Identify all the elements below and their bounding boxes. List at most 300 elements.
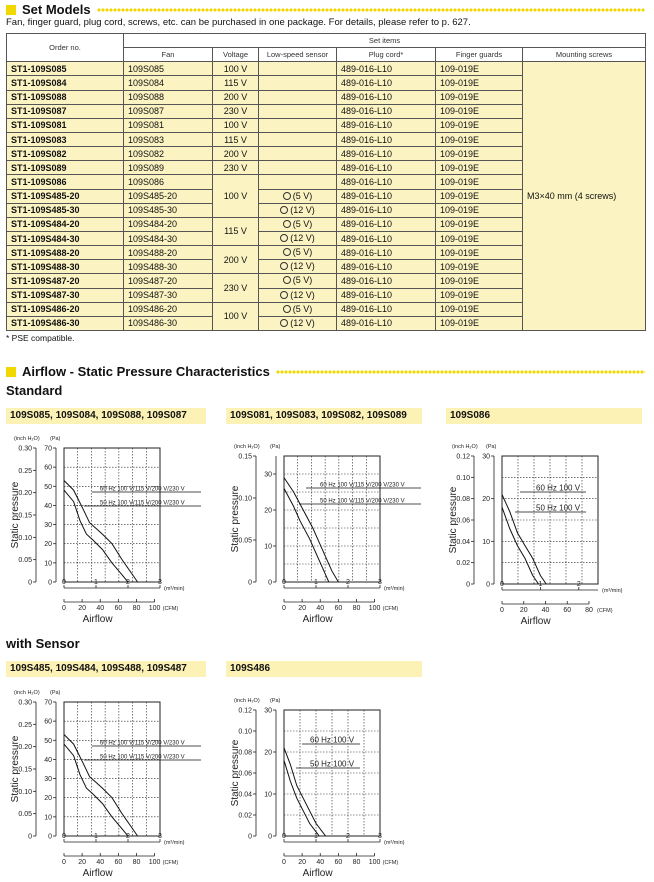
m3-units: (m³/min) <box>164 840 185 846</box>
circle-icon <box>280 206 288 214</box>
m3-units: (m³/min) <box>384 586 405 592</box>
set-models-title: Set Models <box>22 2 91 17</box>
series-label: 50 Hz 100 V <box>310 759 355 769</box>
cell-voltage: 100 V <box>213 302 259 330</box>
cell-sensor <box>259 62 337 76</box>
cfm-tick-label: 60 <box>114 859 123 866</box>
series-label: 50 Hz 100 V/115 V/200 V/230 V <box>100 754 185 761</box>
m3-tick-label: 0 <box>62 833 66 840</box>
cell-voltage: 100 V <box>213 118 259 132</box>
cell-guard: 109-019E <box>436 231 523 245</box>
cfm-tick-label: 20 <box>298 605 307 612</box>
col-voltage: Voltage <box>213 48 259 62</box>
pa-tick-label: 30 <box>264 471 272 479</box>
inh2o-tick-label: 0.08 <box>238 749 252 757</box>
cell-sensor <box>259 90 337 104</box>
cfm-tick-label: 80 <box>352 605 361 612</box>
m3-tick-label: 3 <box>158 579 162 586</box>
cell-order: ST1-109S486-30 <box>7 316 124 330</box>
pa-tick-label: 10 <box>44 560 52 568</box>
circle-icon <box>280 291 288 299</box>
cell-order: ST1-109S082 <box>7 147 124 161</box>
y-units-inh2o: (inch H₂O) <box>234 698 260 704</box>
inh2o-tick-label: 0 <box>466 581 470 589</box>
inh2o-tick-label: 0.30 <box>18 699 32 707</box>
cell-sensor <box>259 316 337 330</box>
chart-title-4: 109S485, 109S484, 109S488, 109S487 <box>6 661 206 677</box>
cfm-tick-label: 20 <box>519 607 528 614</box>
cell-plug: 489-016-L10 <box>337 90 436 104</box>
x-axis-label: Airflow <box>302 614 333 625</box>
circle-icon <box>283 305 291 313</box>
circle-icon <box>280 262 288 270</box>
y-units-pa: (Pa) <box>270 444 281 450</box>
airflow-heading <box>6 364 645 379</box>
cell-sensor <box>259 118 337 132</box>
cell-voltage: 115 V <box>213 217 259 245</box>
pa-tick-label: 30 <box>44 522 52 530</box>
pse-note: * PSE compatible. <box>6 333 75 343</box>
cell-fan: 109S486-20 <box>124 302 213 316</box>
cell-fan: 109S487-20 <box>124 274 213 288</box>
m3-units: (m³/min) <box>164 586 185 592</box>
m3-tick-label: 0 <box>282 833 286 840</box>
cell-guard: 109-019E <box>436 203 523 217</box>
cfm-units: (CFM) <box>382 606 399 612</box>
inh2o-tick-label: 0.02 <box>238 812 252 820</box>
cfm-tick-label: 20 <box>298 859 307 866</box>
pa-tick-label: 40 <box>44 502 52 510</box>
cfm-tick-label: 80 <box>132 605 141 612</box>
pa-tick-label: 10 <box>264 791 272 799</box>
cell-fan: 109S081 <box>124 118 213 132</box>
col-sensor: Low-speed sensor <box>259 48 337 62</box>
pa-tick-label: 70 <box>44 445 52 453</box>
cell-order: ST1-109S088 <box>7 90 124 104</box>
cell-guard: 109-019E <box>436 260 523 274</box>
cell-voltage: 100 V <box>213 175 259 217</box>
m3-tick-label: 3 <box>378 579 382 586</box>
cell-guard: 109-019E <box>436 90 523 104</box>
cfm-tick-label: 60 <box>114 605 123 612</box>
chart-title-2: 109S081, 109S083, 109S082, 109S089 <box>226 408 422 424</box>
inh2o-tick-label: 0.12 <box>456 453 470 461</box>
cell-voltage: 100 V <box>213 62 259 76</box>
inh2o-tick-label: 0.20 <box>18 744 32 752</box>
cell-plug: 489-016-L10 <box>337 288 436 302</box>
pa-tick-label: 20 <box>482 496 490 504</box>
cell-voltage: 115 V <box>213 76 259 90</box>
m3-tick-label: 1 <box>94 833 98 840</box>
cell-order: ST1-109S487-30 <box>7 288 124 302</box>
pa-tick-label: 60 <box>44 464 52 472</box>
m3-tick-label: 2 <box>346 579 350 586</box>
series-label: 50 Hz 100 V <box>536 503 581 513</box>
pa-tick-label: 20 <box>44 541 52 549</box>
chart-109s085-group <box>6 428 216 624</box>
chart-109s081-group <box>226 428 436 624</box>
col-mounting-screws: Mounting screws <box>523 48 646 62</box>
heading-dots-divider <box>97 8 645 12</box>
cfm-tick-label: 100 <box>148 859 161 866</box>
cell-guard: 109-019E <box>436 316 523 330</box>
pa-tick-label: 10 <box>44 814 52 822</box>
cfm-tick-label: 40 <box>96 605 105 612</box>
inh2o-tick-label: 0.10 <box>18 534 32 542</box>
m3-tick-label: 1 <box>314 833 318 840</box>
airflow-title: Airflow - Static Pressure Characteristics <box>22 364 270 379</box>
cell-voltage: 200 V <box>213 90 259 104</box>
pa-tick-label: 70 <box>44 699 52 707</box>
set-models-body <box>7 62 646 331</box>
x-axis-label: Airflow <box>520 616 551 627</box>
cell-voltage: 200 V <box>213 147 259 161</box>
cell-guard: 109-019E <box>436 161 523 175</box>
pa-tick-label: 0 <box>486 581 490 589</box>
col-set-items: Set items <box>124 34 646 48</box>
sensor-value: (12 V) <box>290 204 315 215</box>
cell-plug: 489-016-L10 <box>337 132 436 146</box>
cell-plug: 489-016-L10 <box>337 217 436 231</box>
sensor-value: (5 V) <box>292 247 313 258</box>
inh2o-tick-label: 0.10 <box>456 474 470 482</box>
cfm-units: (CFM) <box>162 606 179 612</box>
col-fan: Fan <box>124 48 213 62</box>
m3-tick-label: 2 <box>576 581 581 588</box>
pa-tick-label: 30 <box>264 707 272 715</box>
chart-title-1: 109S085, 109S084, 109S088, 109S087 <box>6 408 206 424</box>
cfm-tick-label: 0 <box>62 859 66 866</box>
pa-tick-label: 0 <box>48 579 52 587</box>
cell-sensor <box>259 76 337 90</box>
pa-tick-label: 0 <box>268 579 272 587</box>
cell-fan: 109S087 <box>124 104 213 118</box>
cell-order: ST1-109S085 <box>7 62 124 76</box>
inh2o-tick-label: 0.20 <box>18 490 32 498</box>
inh2o-tick-label: 0.05 <box>18 557 32 565</box>
set-models-table <box>6 33 646 331</box>
y-axis-label: Static pressure <box>448 486 459 554</box>
m3-units: (m³/min) <box>602 588 623 594</box>
inh2o-tick-label: 0.05 <box>18 811 32 819</box>
pa-tick-label: 20 <box>264 507 272 515</box>
cell-sensor <box>259 203 337 217</box>
cell-voltage: 230 V <box>213 274 259 302</box>
pa-tick-label: 20 <box>44 795 52 803</box>
cell-sensor <box>259 217 337 231</box>
cfm-tick-label: 0 <box>282 859 286 866</box>
cfm-tick-label: 60 <box>334 859 343 866</box>
cell-voltage: 200 V <box>213 246 259 274</box>
circle-icon <box>283 276 291 284</box>
inh2o-tick-label: 0.02 <box>456 560 470 568</box>
cell-fan: 109S484-30 <box>124 231 213 245</box>
col-plug-cord: Plug cord* <box>337 48 436 62</box>
inh2o-tick-label: 0.10 <box>238 495 252 503</box>
cell-fan: 109S484-20 <box>124 217 213 231</box>
heading-square-icon <box>6 5 16 15</box>
cell-fan: 109S485-30 <box>124 203 213 217</box>
inh2o-tick-label: 0.15 <box>18 766 32 774</box>
m3-tick-label: 1 <box>314 579 318 586</box>
cell-sensor <box>259 302 337 316</box>
series-label: 50 Hz 100 V/115 V/200 V/230 V <box>320 498 405 505</box>
series-label: 60 Hz 100 V <box>310 735 355 745</box>
cell-plug: 489-016-L10 <box>337 316 436 330</box>
cfm-tick-label: 100 <box>368 605 381 612</box>
cfm-tick-label: 0 <box>282 605 286 612</box>
chart-title-5: 109S486 <box>226 661 422 677</box>
cfm-tick-label: 100 <box>148 605 161 612</box>
m3-tick-label: 0 <box>62 579 66 586</box>
set-models-heading <box>6 2 645 17</box>
cell-sensor <box>259 231 337 245</box>
cfm-tick-label: 40 <box>96 859 105 866</box>
cell-plug: 489-016-L10 <box>337 76 436 90</box>
cell-guard: 109-019E <box>436 175 523 189</box>
cfm-tick-label: 60 <box>563 607 572 614</box>
y-axis-label: Static pressure <box>10 481 21 549</box>
cell-plug: 489-016-L10 <box>337 147 436 161</box>
m3-tick-label: 0 <box>500 581 504 588</box>
cfm-units: (CFM) <box>162 860 179 866</box>
cell-guard: 109-019E <box>436 302 523 316</box>
y-units-inh2o: (inch H₂O) <box>452 444 478 450</box>
inh2o-tick-label: 0.06 <box>238 770 252 778</box>
sensor-value: (12 V) <box>290 317 315 328</box>
plot-frame <box>284 456 380 582</box>
cell-fan: 109S088 <box>124 90 213 104</box>
inh2o-tick-label: 0.30 <box>18 445 32 453</box>
y-axis-label: Static pressure <box>230 739 241 807</box>
col-order-no: Order no. <box>7 34 124 62</box>
cell-fan: 109S487-30 <box>124 288 213 302</box>
cell-sensor <box>259 288 337 302</box>
cfm-tick-label: 0 <box>500 607 504 614</box>
pa-tick-label: 0 <box>268 833 272 841</box>
series-label: 60 Hz 100 V/115 V/200 V/230 V <box>100 486 185 493</box>
y-units-pa: (Pa) <box>270 698 281 704</box>
m3-tick-label: 3 <box>158 833 162 840</box>
m3-tick-label: 3 <box>378 833 382 840</box>
sensor-value: (5 V) <box>292 275 313 286</box>
cell-guard: 109-019E <box>436 288 523 302</box>
cell-order: ST1-109S081 <box>7 118 124 132</box>
cell-fan: 109S084 <box>124 76 213 90</box>
cell-plug: 489-016-L10 <box>337 118 436 132</box>
cell-order: ST1-109S484-30 <box>7 231 124 245</box>
cfm-tick-label: 40 <box>316 605 325 612</box>
m3-tick-label: 2 <box>346 833 350 840</box>
y-axis-label: Static pressure <box>230 485 241 553</box>
cfm-units: (CFM) <box>382 860 399 866</box>
cell-guard: 109-019E <box>436 274 523 288</box>
cfm-tick-label: 80 <box>352 859 361 866</box>
cell-sensor <box>259 189 337 203</box>
cell-sensor <box>259 104 337 118</box>
cfm-tick-label: 40 <box>316 859 325 866</box>
table-row <box>7 62 646 76</box>
cell-fan: 109S488-30 <box>124 260 213 274</box>
m3-tick-label: 2 <box>126 579 130 586</box>
x-axis-label: Airflow <box>82 614 113 625</box>
inh2o-tick-label: 0.08 <box>456 496 470 504</box>
cfm-tick-label: 80 <box>585 607 593 614</box>
chart-109s086 <box>446 436 651 627</box>
pa-tick-label: 0 <box>48 833 52 841</box>
inh2o-tick-label: 0.10 <box>238 728 252 736</box>
inh2o-tick-label: 0.12 <box>238 707 252 715</box>
chart-109s485-group <box>6 682 216 878</box>
inh2o-tick-label: 0.25 <box>18 721 32 729</box>
cell-guard: 109-019E <box>436 132 523 146</box>
sensor-value: (12 V) <box>290 261 315 272</box>
inh2o-tick-label: 0 <box>28 833 32 841</box>
with-sensor-label: with Sensor <box>6 636 80 651</box>
cell-sensor <box>259 161 337 175</box>
circle-icon <box>283 192 291 200</box>
cell-sensor <box>259 132 337 146</box>
cell-voltage: 230 V <box>213 161 259 175</box>
circle-icon <box>283 248 291 256</box>
y-axis-label: Static pressure <box>10 735 21 803</box>
inh2o-tick-label: 0 <box>248 833 252 841</box>
x-axis-label: Airflow <box>82 868 113 879</box>
cell-order: ST1-109S485-20 <box>7 189 124 203</box>
cell-plug: 489-016-L10 <box>337 62 436 76</box>
cell-plug: 489-016-L10 <box>337 260 436 274</box>
pa-tick-label: 50 <box>44 483 52 491</box>
y-units-pa: (Pa) <box>50 436 61 442</box>
cell-plug: 489-016-L10 <box>337 302 436 316</box>
cfm-tick-label: 80 <box>132 859 141 866</box>
cell-guard: 109-019E <box>436 147 523 161</box>
y-units-pa: (Pa) <box>50 690 61 696</box>
series-label: 60 Hz 100 V/115 V/200 V/230 V <box>320 482 405 489</box>
circle-icon <box>280 319 288 327</box>
heading-dots-divider <box>276 370 645 374</box>
cell-order: ST1-109S488-20 <box>7 246 124 260</box>
pa-tick-label: 60 <box>44 718 52 726</box>
x-axis-label: Airflow <box>302 868 333 879</box>
cell-plug: 489-016-L10 <box>337 274 436 288</box>
cell-sensor <box>259 246 337 260</box>
cell-guard: 109-019E <box>436 76 523 90</box>
sensor-value: (5 V) <box>292 218 313 229</box>
sensor-value: (12 V) <box>290 233 315 244</box>
cfm-tick-label: 100 <box>368 859 381 866</box>
cell-order: ST1-109S485-30 <box>7 203 124 217</box>
cell-order: ST1-109S087 <box>7 104 124 118</box>
cell-fan: 109S083 <box>124 132 213 146</box>
inh2o-tick-label: 0.10 <box>18 788 32 796</box>
cell-order: ST1-109S083 <box>7 132 124 146</box>
cell-guard: 109-019E <box>436 217 523 231</box>
m3-units: (m³/min) <box>384 840 405 846</box>
cell-plug: 489-016-L10 <box>337 189 436 203</box>
m3-tick-label: 0 <box>282 579 286 586</box>
inh2o-tick-label: 0.25 <box>18 467 32 475</box>
pa-tick-label: 30 <box>44 776 52 784</box>
y-units-inh2o: (inch H₂O) <box>234 444 260 450</box>
cell-order: ST1-109S084 <box>7 76 124 90</box>
cell-guard: 109-019E <box>436 246 523 260</box>
cell-fan: 109S485-20 <box>124 189 213 203</box>
cell-plug: 489-016-L10 <box>337 161 436 175</box>
pa-tick-label: 10 <box>264 543 272 551</box>
y-units-pa: (Pa) <box>486 444 497 450</box>
cell-mounting-screws: M3×40 mm (4 screws) <box>523 62 646 331</box>
series-label: 60 Hz 100 V/115 V/200 V/230 V <box>100 740 185 747</box>
cell-plug: 489-016-L10 <box>337 175 436 189</box>
pa-tick-label: 30 <box>482 453 490 461</box>
cfm-tick-label: 40 <box>541 607 550 614</box>
cell-fan: 109S488-20 <box>124 246 213 260</box>
cell-guard: 109-019E <box>436 62 523 76</box>
cell-fan: 109S085 <box>124 62 213 76</box>
pa-tick-label: 10 <box>482 538 490 546</box>
pa-tick-label: 20 <box>264 749 272 757</box>
m3-tick-label: 2 <box>126 833 130 840</box>
inh2o-tick-label: 0.06 <box>456 517 470 525</box>
sensor-value: (5 V) <box>292 190 313 201</box>
sensor-value: (12 V) <box>290 289 315 300</box>
inh2o-tick-label: 0.15 <box>238 453 252 461</box>
cfm-tick-label: 60 <box>334 605 343 612</box>
y-units-inh2o: (inch H₂O) <box>14 690 40 696</box>
cfm-units: (CFM) <box>596 608 613 614</box>
cell-plug: 489-016-L10 <box>337 231 436 245</box>
inh2o-tick-label: 0.04 <box>456 538 470 546</box>
cell-sensor <box>259 147 337 161</box>
cell-guard: 109-019E <box>436 118 523 132</box>
sensor-value: (5 V) <box>292 303 313 314</box>
set-models-intro: Fan, finger guard, plug cord, screws, etc. can be purchased in one package. For details, please refer to p. 627. <box>6 17 471 28</box>
cell-sensor <box>259 175 337 189</box>
cell-voltage: 230 V <box>213 104 259 118</box>
cell-order: ST1-109S086 <box>7 175 124 189</box>
standard-label: Standard <box>6 383 63 398</box>
pa-tick-label: 50 <box>44 737 52 745</box>
cell-fan: 109S082 <box>124 147 213 161</box>
cfm-tick-label: 0 <box>62 605 66 612</box>
series-label: 50 Hz 100 V/115 V/200 V/230 V <box>100 500 185 507</box>
inh2o-tick-label: 0.15 <box>18 512 32 520</box>
cell-order: ST1-109S486-20 <box>7 302 124 316</box>
chart-title-3: 109S086 <box>446 408 642 424</box>
cfm-tick-label: 20 <box>78 859 87 866</box>
cell-voltage: 115 V <box>213 132 259 146</box>
cfm-tick-label: 20 <box>78 605 87 612</box>
cell-sensor <box>259 260 337 274</box>
cell-order: ST1-109S488-30 <box>7 260 124 274</box>
cell-plug: 489-016-L10 <box>337 203 436 217</box>
circle-icon <box>283 220 291 228</box>
heading-square-icon <box>6 367 16 377</box>
m3-tick-label: 1 <box>94 579 98 586</box>
pa-tick-label: 40 <box>44 756 52 764</box>
y-units-inh2o: (inch H₂O) <box>14 436 40 442</box>
cell-sensor <box>259 274 337 288</box>
inh2o-tick-label: 0 <box>248 579 252 587</box>
cell-order: ST1-109S484-20 <box>7 217 124 231</box>
cell-fan: 109S089 <box>124 161 213 175</box>
cell-order: ST1-109S089 <box>7 161 124 175</box>
circle-icon <box>280 234 288 242</box>
chart-109s486 <box>226 682 436 878</box>
cell-plug: 489-016-L10 <box>337 104 436 118</box>
inh2o-tick-label: 0.04 <box>238 791 252 799</box>
